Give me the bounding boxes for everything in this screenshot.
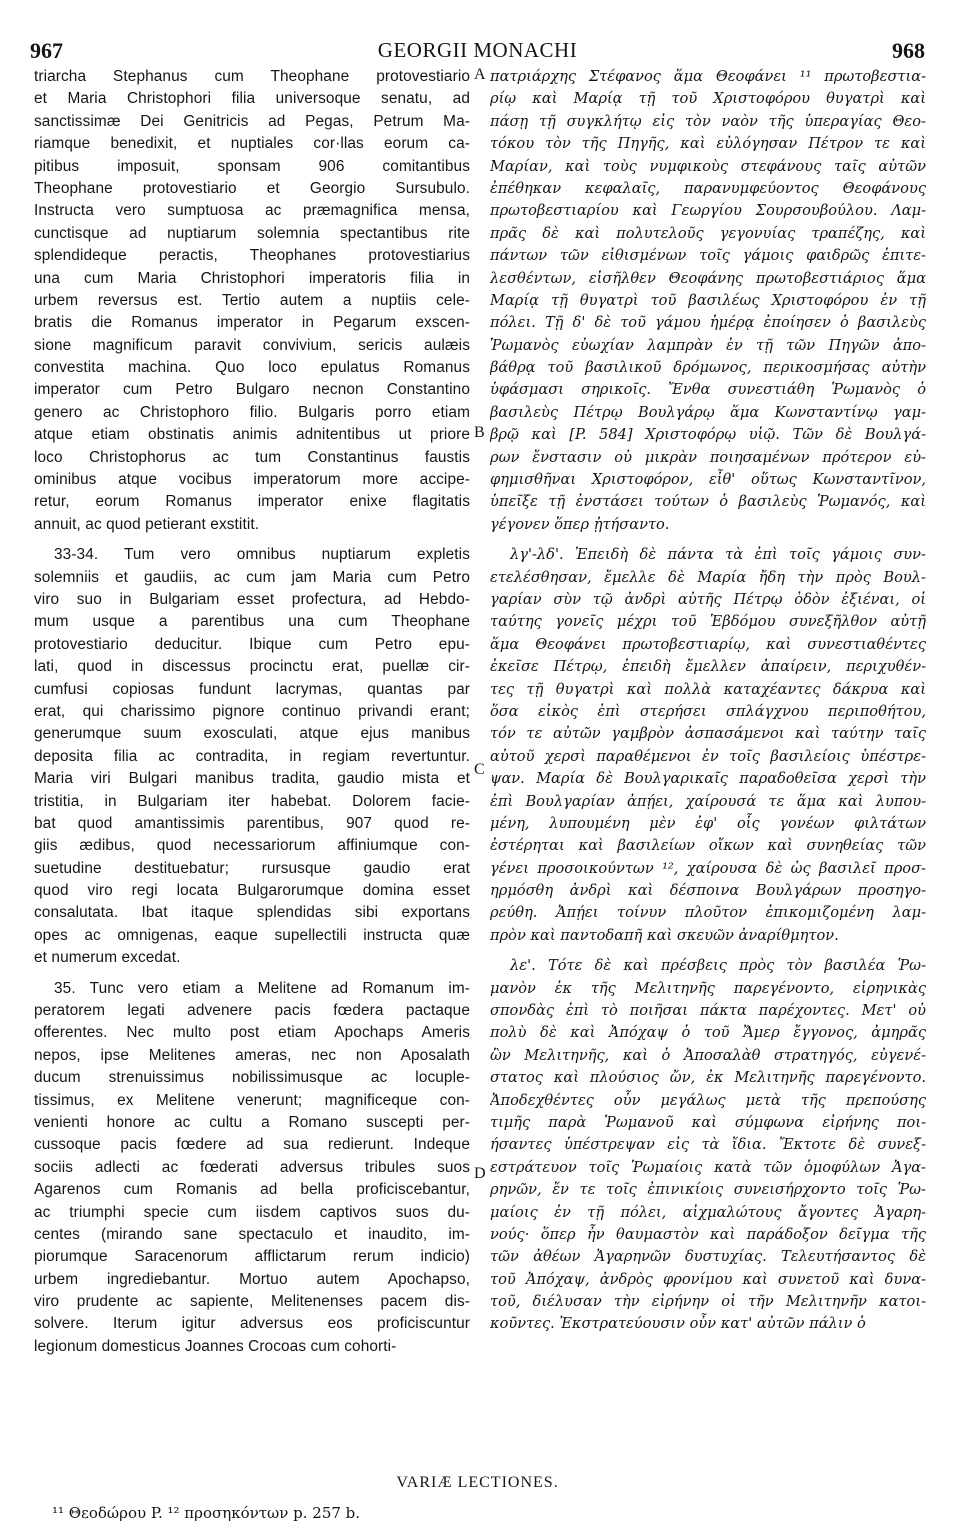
greek-text-line: ψαν. Μαρία δὲ Βουλγαρικαῖς παραδοθεῖσα χερσὶ τὴν: [490, 770, 926, 788]
latin-text-line: Theophane protovestiario et Georgio Sursubulo.: [34, 179, 470, 197]
latin-text-line: legionum domesticus Joannes Crocoas cum cohorti-: [34, 1337, 397, 1355]
footnotes: ¹¹ Θεοδώρου P. ¹² προσηκόντων p. 257 b.: [52, 1504, 361, 1522]
greek-text-line: ρίῳ καὶ Μαρίᾳ τῇ τοῦ Χριστοφόρου θυγατρὶ καὶ: [490, 90, 926, 108]
greek-text-line: ἐπέθηκαν κεφαλαῖς, παρανυμφεύοντος Θεοφάνους: [490, 179, 926, 197]
margin-marker-a: A: [474, 66, 486, 83]
latin-text-line: giis ædibus, quod necessariorum affiniumque con-: [34, 837, 470, 855]
greek-text-line: ὑφάσμασι σηρικοῖς. Ἔνθα συνεστιάθη Ῥωμανὸς ὁ: [490, 381, 926, 399]
latin-text-line: annuit, ac quod petierant exstitit.: [34, 515, 260, 533]
greek-text-line: τῶν ἀθέων Ἀγαρηνῶν δυστυχίας. Τελευτήσαντος δὲ: [490, 1248, 926, 1266]
latin-text-line: protovestiario deducitur. Ibique cum Petro epu-: [34, 635, 470, 653]
latin-text-line: viro suo in Bulgariam esset profectura, ad Hebdo-: [34, 590, 470, 608]
running-title: GEORGII MONACHI: [377, 38, 578, 62]
latin-text-line: cumfusi copiosas fundunt lacrymas, quantas par: [34, 680, 470, 698]
greek-text-line: γέγονεν ὅπερ ᾐτήσαντο.: [490, 515, 670, 533]
greek-text-line: Ῥωμανὸς εὐωχίαν λαμπρὰν ἐν τῇ τῶν Πηγῶν ἀπο-: [490, 336, 926, 354]
greek-text-line: τόν τε αὐτῶν γαμβρὸν ἀσπασάμενοι καὶ ταύτην ταῖς: [490, 725, 926, 743]
latin-text-line: urbem reversus est. Tertio autem a nuptiis cele-: [34, 291, 470, 309]
latin-text-line: Maria viri Bulgari manibus tradita, gaudio mista et: [34, 770, 470, 788]
latin-text-line: opes ac omnigenas, eaque supellectili instructa quæ: [34, 926, 470, 944]
greek-text-line: αὐτοῦ χερσὶ παραθέμενοι ἐν τοῖς βασιλείοις ὑπέστρε-: [490, 747, 926, 765]
latin-text-line: erat, qui charissimo pignore continuo privandi erant;: [34, 702, 470, 720]
latin-text-line: consalutata. Ibat itaque splendidas sibi exportans: [34, 904, 470, 922]
latin-text-line: triarcha Stephanus cum Theophane protovestiario: [34, 68, 470, 85]
greek-text-line: στατος καὶ πλούσιος ὤν, ἐκ Μελιτηνῆς παρεγένοντο.: [490, 1069, 926, 1087]
greek-text-line: τόκου τὸν τῆς Πηγῆς, καὶ εὐλόγησαν Πέτρον τε καὶ: [490, 135, 926, 153]
latin-text-line: quod viro regi locata Bulgarorumque domina esset: [34, 882, 470, 900]
greek-text-line: βρῷ καὶ [P. 584] Χριστοφόρῳ υἱῷ. Τῶν δὲ Βουλγά-: [490, 426, 926, 444]
latin-text-line: tristitia, in Bulgariam iter habebat. Dolorem facie-: [34, 792, 470, 810]
latin-text-line: piorumque Saracenorum afflictarum rerum indicio): [34, 1248, 470, 1266]
greek-text-line: Μαρίᾳ τῇ θυγατρὶ τοῦ βασιλέως Χριστοφόρου ἐν τῇ: [490, 291, 926, 309]
greek-text-line: βασιλεὺς Πέτρῳ Βουλγάρῳ ἅμα Κωνσταντίνῳ γαμ-: [490, 403, 926, 421]
greek-text-line: πρωτοβεστιαρίου καὶ Γεωργίου Σουρσουβούλου. Λαμ-: [490, 202, 926, 220]
greek-text-line: ἐπὶ Βουλγαρίαν ἀπῄει, χαίρουσά τε ἅμα καὶ λυπου-: [490, 792, 926, 810]
latin-text-line: solvere. Iterum igitur adversus eos proficiscuntur: [34, 1315, 470, 1333]
greek-text-line: κοῦντες. Ἐκστρατεύουσιν οὖν κατ' αὐτῶν πάλιν ὁ: [490, 1315, 866, 1333]
latin-text-line: riamque benedixit, et nuptiales cor·llas eorum ca-: [34, 135, 470, 153]
latin-text-line: cunctisque ad nuptiarum solemnia spectantibus rite: [34, 224, 470, 242]
latin-text-line: bratis die Romanus imperator in Pegarum exscen-: [34, 314, 470, 332]
greek-text-line: νούς· ὅπερ ἦν θαυμαστὸν καὶ παράδοξον δεῖγμα τῆς: [490, 1225, 926, 1243]
greek-text-line: γαρίαν σὺν τῷ ἀνδρὶ αὐτῆς Πέτρῳ ὁδὸν ἐξιέναι, οἱ: [490, 590, 926, 608]
greek-text-line: τοῦ, διέλυσαν τὴν εἰρήνην οἱ τῆν Μελιτηνῆν κατοι-: [490, 1293, 926, 1311]
greek-text-line: γένει προσοικούντων ¹², χαίρουσα δὲ ὡς βασιλεῖ προσ-: [490, 859, 926, 877]
variae-lectiones-heading: VARIÆ LECTIONES.: [396, 1474, 559, 1491]
latin-text-line: centes (mirando sane spectaculo et inaudito, im-: [34, 1225, 470, 1243]
greek-text-line: ὢν Μελιτηνῆς, καὶ ὁ Ἀποσαλὰθ στρατηγός, εὐγενέ-: [490, 1046, 926, 1064]
latin-text-line: una cum Maria Christophori imperatoris filia in: [34, 269, 470, 287]
greek-text-line: ρηνῶν, ἔν τε τοῖς ἐπινικίοις συνεισήρχοντο τοῖς Ῥω-: [490, 1181, 926, 1199]
latin-text-line: solemniis et gaudiis, ac cum jam Maria cum Petro: [34, 568, 470, 586]
greek-text-line: ὅσα εἰκὸς ἐπὶ στερήσει σπλάγχνου περιποθήτου,: [490, 702, 926, 720]
latin-text-line: ominibus atque vocibus imperatorum more accipe-: [34, 471, 470, 489]
latin-text-line: sanctissimæ Dei Genitricis ad Pegas, Petrum Ma-: [34, 112, 470, 130]
greek-text-line: πολὺ δὲ καὶ Ἀπόχαψ ὁ τοῦ Ἄμερ ἔγγονος, ἀμηρᾶς: [490, 1024, 926, 1042]
latin-text-line: tissimus, ex Melitene venerunt; magnificeque con-: [34, 1091, 470, 1109]
greek-text-line: ἐκεῖσε Πέτρῳ, ἐπειδὴ ἔμελλεν ἀπαίρειν, περιχυθέν-: [490, 658, 926, 676]
latin-text-line: splendideque peractis, Theophanes protovestiarius: [34, 247, 470, 265]
latin-text-line: sione magnificum paravit convivium, sericis aulæis: [34, 336, 470, 354]
latin-text-line: loco Christophorus ac tum Constantinus faustis: [34, 448, 470, 466]
latin-text-line: cussoque pacis fœdere ad sua redierunt. Indeque: [34, 1136, 470, 1154]
page-header: [0, 38, 955, 66]
greek-text-line: μαίοις ἐν τῇ πόλει, αἰχμαλώτους ἄγοντες Ἀγαρη-: [490, 1203, 926, 1221]
latin-text-line: Instructa vero sumptuosa ac præmagnifica mensa,: [34, 202, 470, 220]
greek-text-line: εστράτευον τοῖς Ῥωμαίοις κατὰ τῶν ὁμοφύλων Ἀγα-: [490, 1158, 926, 1176]
greek-text-line: ρων ἔνστασιν οὐ μικρὰν ποιησαμένων πρότερον εὐ-: [490, 448, 926, 466]
greek-text-line: λε'. Τότε δὲ καὶ πρέσβεις πρὸς τὸν βασιλέα Ῥω-: [510, 957, 926, 975]
latin-text-line: 35. Tunc vero etiam a Melitene ad Romanum im-: [54, 979, 470, 997]
margin-marker-c: C: [474, 761, 485, 778]
greek-text-line: τοῦ Ἀπόχαψ, ἀνδρὸς φρονίμου καὶ συνετοῦ καὶ δυνα-: [490, 1270, 926, 1288]
greek-text-line: πάντων τῶν εἰθισμένων τοῖς γάμοις φαιδρῶς ἐπιτε-: [490, 247, 926, 265]
latin-text-line: convestita machina. Quo loco epulatus Romanus: [34, 359, 470, 377]
greek-text-line: ἐστέρηται καὶ βασιλείων οἴκων καὶ συνηθείας τῶν: [490, 837, 926, 855]
greek-text-line: πρᾶς δὲ καὶ πολυτελοῦς γεγονυίας τραπέζης, καὶ: [490, 224, 926, 242]
latin-text-line: viro prudente ac sapiente, Melitenenses pacem dis-: [34, 1293, 470, 1311]
greek-text-line: φημισθῆναι Χριστοφόρον, εἶθ' οὕτως Κωνσταντῖνον,: [490, 471, 926, 489]
latin-text-line: peratorem legati advenere pacis fœdera pactaque: [34, 1002, 470, 1020]
greek-text-line: πρὸν καὶ παντοδαπῆ καὶ σκευῶν ἀναρίθμητον.: [490, 926, 839, 944]
margin-marker-d: D: [474, 1165, 486, 1182]
greek-text-line: μένη, λυπουμένη μὲν ἐφ' οἷς γονέων φιλτάτων: [490, 814, 926, 832]
latin-text-line: ac triumphi specie cum iisdem captivos suos du-: [34, 1203, 470, 1221]
greek-text-line: ηρμόσθη ἀνδρὶ καὶ δέσποινα Βουλγάρων προσηγο-: [490, 882, 926, 900]
greek-text-line: Ἀποδεχθέντες οὖν μεγάλως μετὰ τῆς πρεπούσης: [490, 1091, 926, 1109]
greek-text-line: ήσαντες ὑπέστρεψαν εἰς τὰ ἴδια. Ἔκτοτε δὲ συνεξ-: [490, 1136, 926, 1154]
greek-column: [490, 66, 926, 1336]
page-number-right: 968: [892, 38, 925, 63]
latin-text-line: et numerum excedat.: [34, 949, 181, 967]
greek-text-line: τες τῇ θυγατρὶ καὶ πολλὰ καταχέαντες δάκρυα καὶ: [490, 680, 926, 698]
greek-text-line: ταύτης γονεῖς μέχρι τοῦ Ἑβδόμου συνεξῆλθον αὐτῇ: [490, 613, 926, 631]
greek-text-line: πόλει. Τῇ δ' δὲ τοῦ γάμου ἡμέρᾳ ἐποίησεν ὁ βασιλεὺς: [490, 314, 926, 332]
latin-text-line: retur, eorum Romanus imperator enixe flagitatis: [34, 493, 470, 511]
latin-text-line: bat quod amantissimis parentibus, 907 quod re-: [34, 814, 470, 832]
greek-text-line: μανὸν ἐκ τῆς Μελιτηνῆς παρεγένοντο, εἰρηνικὰς: [490, 979, 926, 997]
latin-text-line: lati, quod in discessus procinctu erat, puellæ cir-: [34, 658, 470, 676]
latin-column: [34, 66, 470, 1358]
greek-text-line: τιμῆς παρὰ Ῥωμανοῦ καὶ σύμφωνα εἰρήνης ποι-: [490, 1113, 926, 1131]
margin-marker-b: B: [474, 424, 485, 441]
latin-text-line: generumque suum exosculati, atque ejus manibus: [34, 725, 470, 743]
latin-text-line: urbem ingrediebantur. Mortuo autem Apochapso,: [34, 1270, 470, 1288]
latin-text-line: nepos, ipse Melitenes ameras, nec non Aposalath: [34, 1046, 470, 1064]
latin-text-line: sociis adlecti ac fœderati adversus tribules suos: [34, 1158, 470, 1176]
greek-text-line: βάθρᾳ τοῦ βασιλικοῦ δρόμωνος, περικοσμήσας αὐτὴν: [490, 359, 926, 377]
greek-text-line: πατριάρχης Στέφανος ἅμα Θεοφάνει ¹¹ πρωτοβεστια-: [490, 68, 926, 85]
page-number-left: 967: [30, 38, 63, 63]
greek-text-line: ὑπεῖξε τῇ ἐνστάσει τούτων ὁ βασιλεὺς Ῥωμανός, καὶ: [490, 493, 926, 511]
latin-text-line: venienti honore ac cultu a Romano suscepti per-: [34, 1113, 470, 1131]
greek-text-line: ἅμα Θεοφάνει πρωτοβεστιαρίῳ, καὶ συνεστιαθέντες: [490, 635, 926, 653]
latin-text-line: ducum strenuissimus nobilissimusque ac locuple-: [34, 1069, 470, 1087]
latin-text-line: offerentes. Nec multo post etiam Apochaps Ameris: [34, 1024, 470, 1042]
latin-text-line: genero ac Christophoro filio. Bulgaris porro etiam: [34, 403, 470, 421]
latin-text-line: Agarenos cum Romanis ad bella proficiscebantur,: [34, 1181, 470, 1199]
latin-text-line: pitibus imposuit, sponsam 906 comitantibus: [34, 157, 470, 175]
greek-text-line: λεσθέντων, εἰσῆλθεν Θεοφάνης πρωτοβεστιάριος ἅμα: [490, 269, 926, 287]
greek-text-line: Μαρίαν, καὶ τοὺς νυμφικοὺς στεφάνους ταῖς αὐτῶν: [490, 157, 926, 175]
latin-text-line: deposita filia ac contradita, in regiam revertuntur.: [34, 747, 470, 765]
latin-text-line: et Maria Christophori filia universoque senatu, ad: [34, 90, 470, 108]
latin-text-line: mum usque a parentibus una cum Theophane: [34, 613, 470, 631]
greek-text-line: ετελέσθησαν, ἔμελλε δὲ Μαρία ἤδη τὴν πρὸς Βουλ-: [490, 568, 926, 586]
greek-text-line: πάσῃ τῇ συγκλήτῳ εἰς τὸν ναὸν τῆς ὑπεραγίας Θεο-: [490, 112, 926, 130]
greek-text-line: ρεύθη. Ἀπῄει τοίνυν πλοῦτον ἐπικομιζομένη λαμ-: [490, 904, 926, 922]
greek-text-line: λγ'-λδ'. Ἐπειδὴ δὲ πάντα τὰ ἐπὶ τοῖς γάμοις συν-: [510, 546, 926, 564]
latin-text-line: suetudine destituebatur; rursusque gaudio erat: [34, 859, 470, 877]
latin-text-line: imperator cum Petro Bulgaro necnon Constantino: [34, 381, 470, 399]
latin-text-line: 33-34. Tum vero omnibus nuptiarum expletis: [54, 546, 470, 564]
latin-text-line: atque etiam obstinatis animis adnitentibus ut priore: [34, 426, 470, 444]
greek-text-line: σπονδὰς ἐπὶ τὸ ποιῆσαι πάκτα παρέχοντες. Μετ' οὐ: [490, 1002, 926, 1020]
